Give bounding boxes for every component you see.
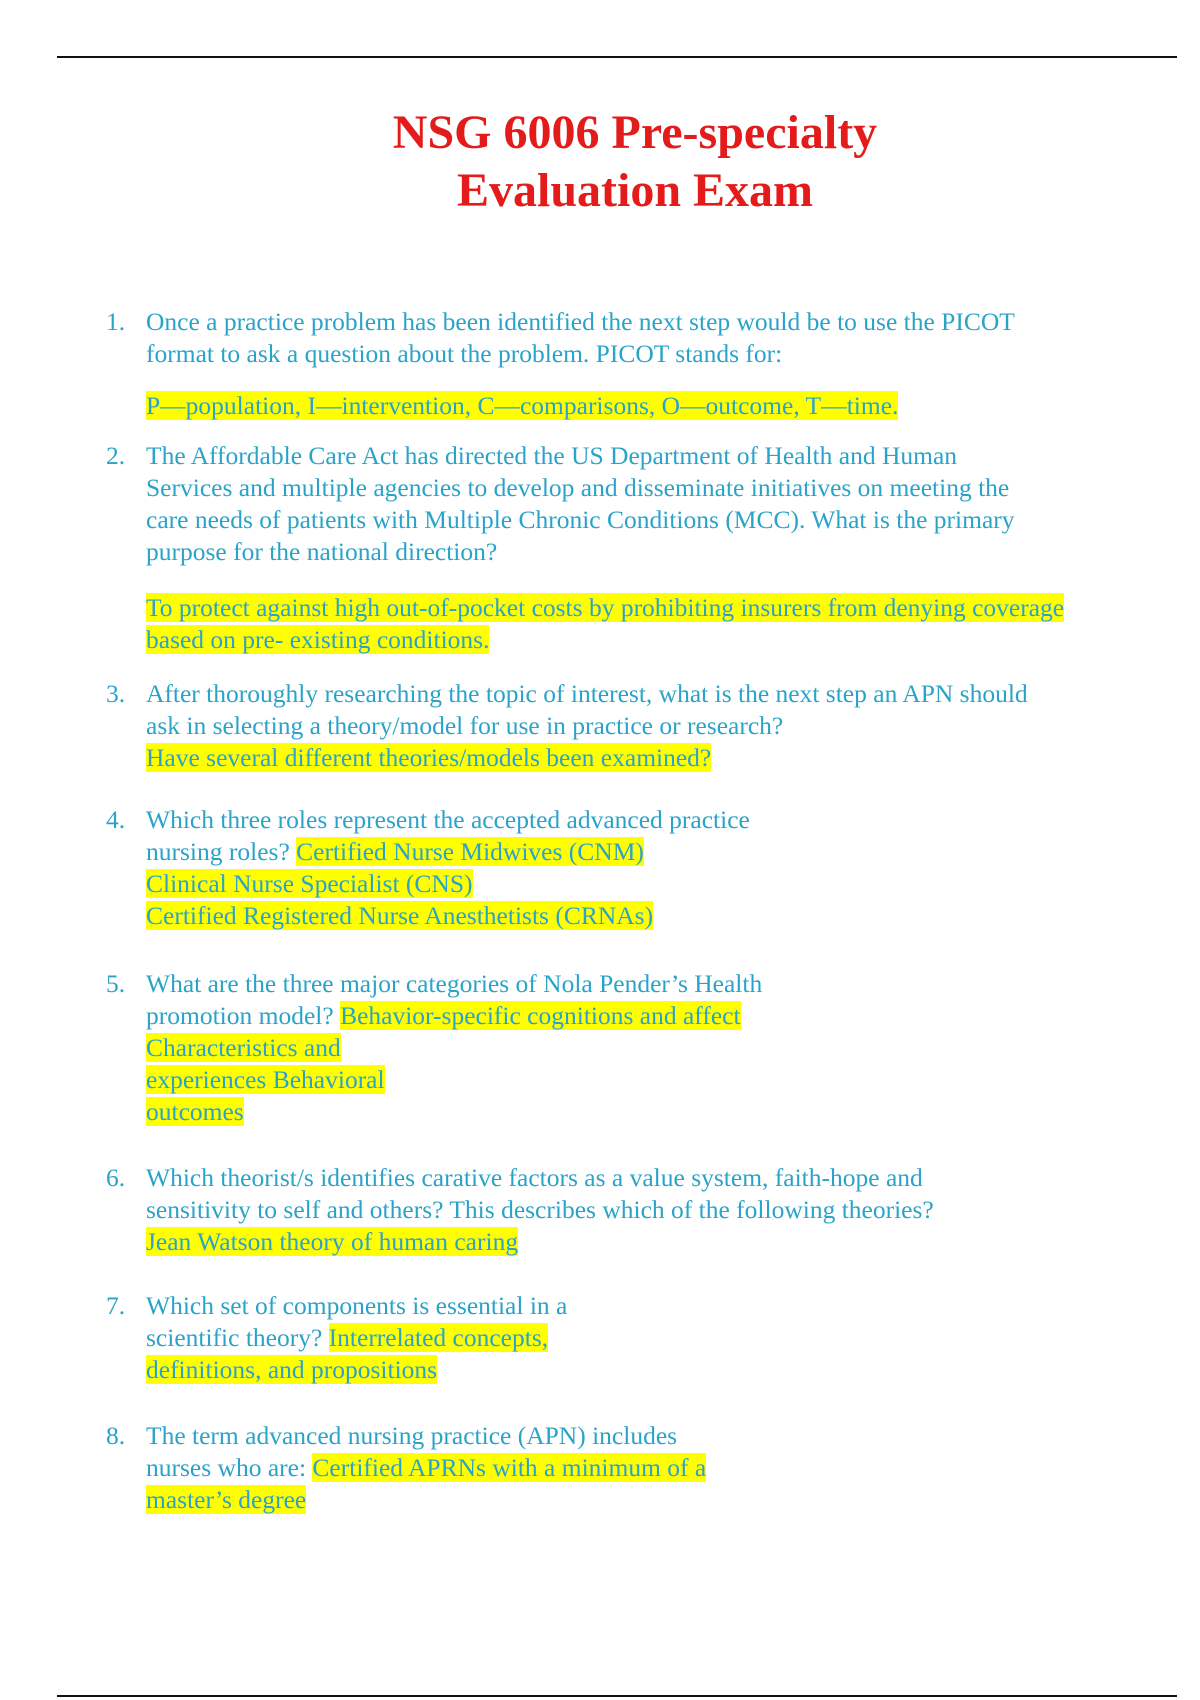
question-text-inline: nursing roles? <box>146 837 297 866</box>
highlighted-answer: Have several different theories/models been examined? <box>146 743 712 772</box>
question-text-line: The term advanced nursing practice (APN) includes <box>146 1421 678 1450</box>
question-text-line: format to ask a question about the problem. PICOT stands for: <box>146 339 783 368</box>
highlighted-answer: definitions, and propositions <box>146 1355 438 1384</box>
question-number: 2. <box>106 441 126 470</box>
highlighted-answer: Behavior-specific cognitions and affect <box>340 1001 741 1030</box>
question-text-line: ask in selecting a theory/model for use in practice or research? <box>146 711 784 740</box>
question-text-line: purpose for the national direction? <box>146 537 498 566</box>
question-number: 6. <box>106 1163 126 1192</box>
question-number: 7. <box>106 1291 126 1320</box>
question-text-inline: nurses who are: <box>146 1453 313 1482</box>
question-text-line: care needs of patients with Multiple Chronic Conditions (MCC). What is the primary <box>146 505 1015 534</box>
highlighted-answer: based on pre- existing conditions. <box>146 625 490 654</box>
question-text-line: sensitivity to self and others? This describes which of the following theories? <box>146 1195 934 1224</box>
highlighted-answer: master’s degree <box>146 1485 307 1514</box>
question-text-line: Which set of components is essential in a <box>146 1291 568 1320</box>
highlighted-answer: Clinical Nurse Specialist (CNS) <box>146 869 473 898</box>
answer-1 <box>146 390 898 422</box>
question-number: 5. <box>106 969 126 998</box>
highlighted-answer: outcomes <box>146 1097 244 1126</box>
question-text-line: Services and multiple agencies to develop and disseminate initiatives on meeting the <box>146 473 1010 502</box>
question-text-inline: scientific theory? <box>146 1323 329 1352</box>
question-text-line: What are the three major categories of Nola Pender’s Health <box>146 969 763 998</box>
document-title <box>0 104 1200 220</box>
highlighted-answer: To protect against high out-of-pocket costs by prohibiting insurers from denying coverage <box>146 593 1065 622</box>
highlighted-answer: Certified Registered Nurse Anesthetists (CRNAs) <box>146 901 654 930</box>
highlighted-answer: Certified APRNs with a minimum of a <box>312 1453 707 1482</box>
title-line-1: NSG 6006 Pre-specialty <box>392 106 878 159</box>
question-number: 4. <box>106 805 126 834</box>
question-text-line: Which theorist/s identifies carative factors as a value system, faith-hope and <box>146 1163 923 1192</box>
question-number: 1. <box>106 307 126 336</box>
highlighted-answer: P—population, I—intervention, C—comparisons, O—outcome, T—time. <box>146 391 899 420</box>
highlighted-answer: experiences Behavioral <box>146 1065 385 1094</box>
highlighted-answer: Certified Nurse Midwives (CNM) <box>296 837 644 866</box>
title-line-2: Evaluation Exam <box>456 164 814 217</box>
question-text-line: The Affordable Care Act has directed the US Department of Health and Human <box>146 441 958 470</box>
top-rule <box>57 56 1177 58</box>
highlighted-answer: Characteristics and <box>146 1033 341 1062</box>
question-text-line: Which three roles represent the accepted advanced practice <box>146 805 750 834</box>
question-text-inline: promotion model? <box>146 1001 341 1030</box>
highlighted-answer: Jean Watson theory of human caring <box>146 1227 519 1256</box>
question-text-line: Once a practice problem has been identified the next step would be to use the PICOT <box>146 307 1015 336</box>
answer-2 <box>146 592 1064 656</box>
highlighted-answer: Interrelated concepts, <box>328 1323 549 1352</box>
question-number: 3. <box>106 679 126 708</box>
bottom-rule <box>57 1695 1177 1697</box>
question-text-line: After thoroughly researching the topic of interest, what is the next step an APN should <box>146 679 1028 708</box>
question-number: 8. <box>106 1421 126 1450</box>
